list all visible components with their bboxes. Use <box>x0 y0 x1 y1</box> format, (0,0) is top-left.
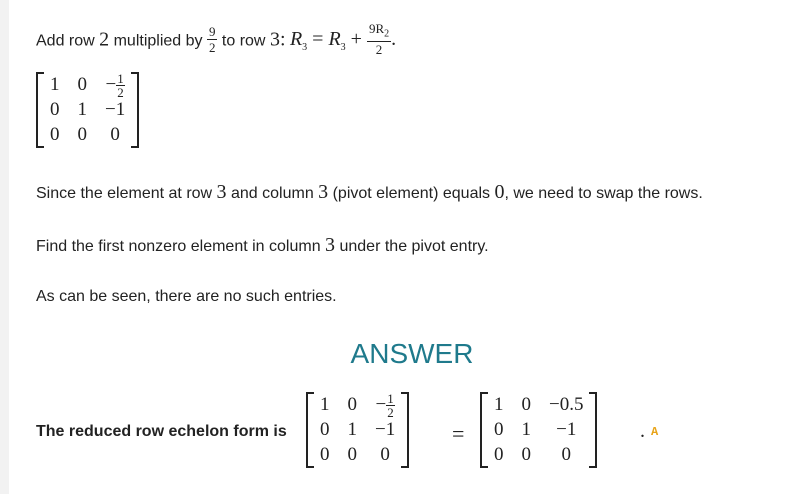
column-number: 3 <box>318 181 329 203</box>
matrix-cell: 0 <box>561 444 571 465</box>
matrix-cell: 0 <box>320 444 330 465</box>
factor-fraction <box>207 25 218 54</box>
eq-symbol: R <box>289 28 303 51</box>
matrix-cell: −0.5 <box>549 394 584 415</box>
matrix-cell: −1 <box>105 99 126 120</box>
matrix-cell: 0 <box>521 444 531 465</box>
fraction-denominator: 2 <box>387 404 394 420</box>
minus-sign: − <box>375 394 387 415</box>
text: under the pivot entry. <box>335 238 489 255</box>
eq-operator: = <box>312 28 324 51</box>
step-text: multiplied by <box>109 32 207 50</box>
step-matrix <box>36 72 139 148</box>
no-entries-note: As can be seen, there are no such entries. <box>36 288 337 305</box>
row-number: 3 <box>269 28 280 51</box>
search-note <box>36 234 489 257</box>
matrix-cell: 0 <box>77 74 87 95</box>
period: . <box>391 28 397 51</box>
fraction-denominator: 2 <box>375 41 383 57</box>
pivot-note <box>36 181 703 204</box>
matrix-left-bracket <box>36 72 44 148</box>
matrix-cell: −1 <box>556 419 577 440</box>
matrix-left-bracket <box>480 392 488 468</box>
text: Find the first nonzero element in column <box>36 238 326 255</box>
eq-operator: + <box>350 28 362 51</box>
matrix-cell: 1 <box>320 394 330 415</box>
matrix-cell: 0 <box>347 444 357 465</box>
matrix-cell: −1 <box>375 419 396 440</box>
matrix-cell: 0 <box>380 444 390 465</box>
matrix-left-bracket <box>306 392 314 468</box>
matrix-cell: 0 <box>521 394 531 415</box>
answer-heading: ANSWER <box>350 338 474 369</box>
fraction-numerator: 9 <box>208 23 216 39</box>
matrix-grid <box>314 392 401 468</box>
answer-period: . <box>640 420 645 442</box>
matrix-cell: 1 <box>50 74 60 95</box>
matrix-cell <box>105 70 125 100</box>
row-number: 2 <box>99 28 110 51</box>
matrix-cell: 1 <box>77 99 87 120</box>
matrix-right-bracket <box>131 72 139 148</box>
matrix-cell: 0 <box>494 444 504 465</box>
minus-sign: − <box>105 74 117 95</box>
eq-subscript: 3 <box>302 42 308 54</box>
eq-fraction <box>367 22 391 56</box>
fraction-denominator: 2 <box>117 84 124 100</box>
matrix-grid <box>488 392 589 468</box>
matrix-right-bracket <box>401 392 409 468</box>
eq-symbol: R <box>328 28 341 51</box>
text: , we need to swap the rows. <box>504 185 703 202</box>
matrix-cell: 0 <box>320 419 330 440</box>
matrix-cell: 0 <box>50 99 60 120</box>
matrix-grid <box>44 72 131 148</box>
matrix-cell: 0 <box>347 394 357 415</box>
equals-sign: = <box>452 421 465 446</box>
step-operation <box>36 21 397 58</box>
row-operation-equation <box>289 21 397 57</box>
fraction-numerator: 1 <box>117 70 124 86</box>
left-edge-strip <box>0 0 9 494</box>
column-number: 3 <box>325 234 336 256</box>
matrix-cell: 1 <box>347 419 357 440</box>
row-number: 3 <box>216 181 227 203</box>
eq-subscript: 3 <box>340 42 346 54</box>
matrix-cell: 0 <box>494 419 504 440</box>
matrix-cell <box>375 390 395 420</box>
fraction-denominator: 2 <box>208 39 216 55</box>
step-text: to row <box>217 32 270 50</box>
matrix-cell: 0 <box>110 124 120 145</box>
matrix-cell: 1 <box>494 394 504 415</box>
answer-rhs-matrix <box>480 392 597 468</box>
matrix-fraction <box>386 392 395 419</box>
answer-link[interactable]: A <box>651 425 659 439</box>
answer-lhs-matrix <box>306 392 409 468</box>
text: (pivot element) equals <box>328 185 495 202</box>
colon: : <box>279 28 286 51</box>
eq-subscript: 2 <box>384 28 390 40</box>
step-text: Add row <box>36 32 100 50</box>
answer-label: The reduced row echelon form is <box>36 423 287 440</box>
matrix-cell: 0 <box>77 124 87 145</box>
text: and column <box>226 185 319 202</box>
fraction-numerator: 1 <box>387 390 394 406</box>
matrix-cell: 0 <box>50 124 60 145</box>
matrix-right-bracket <box>589 392 597 468</box>
fraction-numerator: 9R <box>368 21 385 36</box>
text: Since the element at row <box>36 185 217 202</box>
matrix-fraction <box>116 72 125 99</box>
value: 0 <box>494 181 505 203</box>
matrix-cell: 1 <box>521 419 531 440</box>
